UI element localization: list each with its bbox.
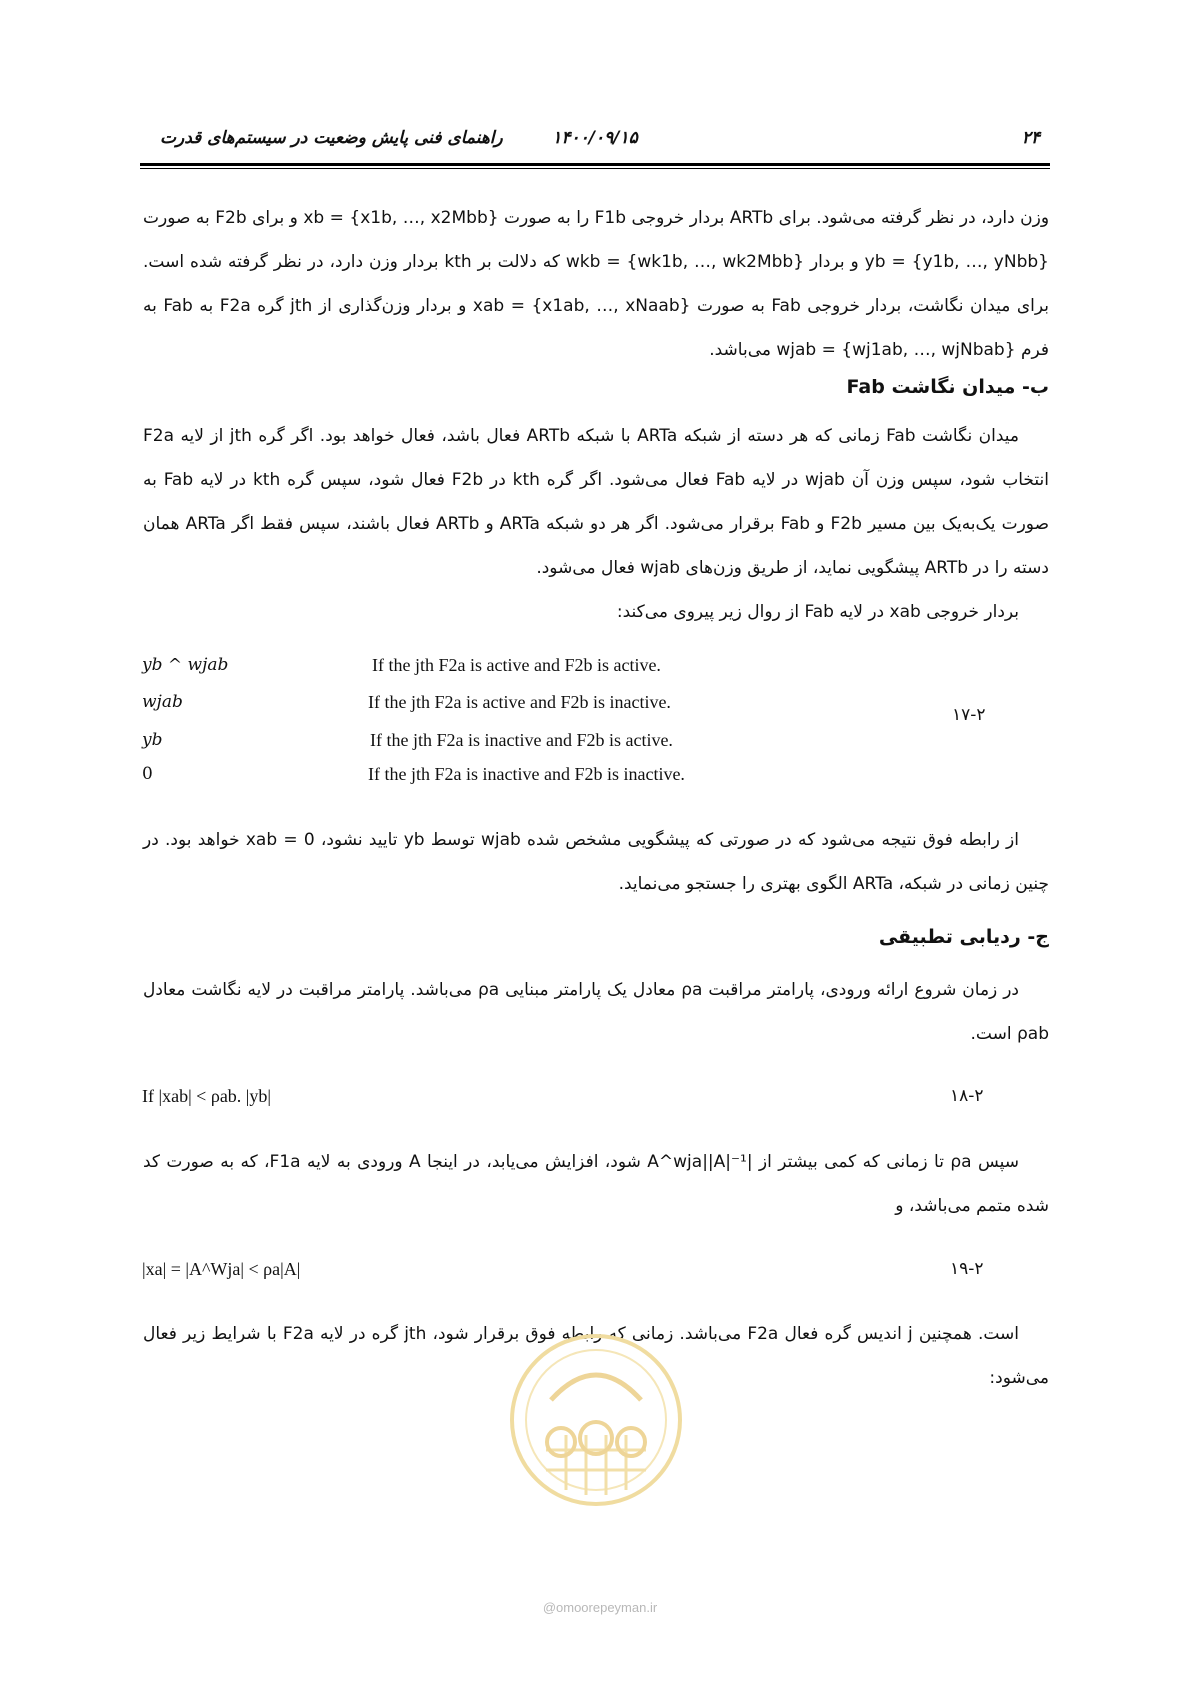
paragraph-map-field: میدان نگاشت Fab زمانی که هر دسته از شبکه ARTa با شبکه ARTb فعال باشد، فعال خواهد بود. اگر گره jth از لایه F2a انتخاب شود، سپس وزن آن wjab در لایه Fab فعال می‌شود. اگر گره kth در F2b فعال شود، سپس گره kth در لایه Fab به صورت یک‌به‌یک بین مسیر F2b و Fab برقرار می‌شود. اگر هر دو شبکه ARTa و ARTb فعال باشند، سپس فقط اگر ARTa همان دسته را در ARTb پیشگویی نماید، از طریق وزن‌های wjab فعال می‌شود. — [143, 426, 1050, 578]
eq17-number: ۱۷-۲ — [952, 705, 986, 725]
watermark-site: @omoorepeyman.ir — [542, 1600, 658, 1615]
header-title: راهنمای فنی پایش وضعیت در سیستم‌های قدرت — [160, 128, 503, 148]
eq17-condition-2: If the jth F2a is active and F2b is inactive. — [368, 692, 671, 712]
eq18-number: ۱۸-۲ — [950, 1086, 984, 1106]
eq19-number: ۱۹-۲ — [950, 1259, 984, 1279]
paragraph-rho-increase: سپس ρa تا زمانی که کمی بیشتر از |A^wja||A|⁻¹ شود، افزایش می‌یابد، در اینجا A ورودی به لایه F1a، که به صورت کد شده متمم می‌باشد، و — [143, 1152, 1049, 1216]
eq17-condition-4: If the jth F2a is inactive and F2b is inactive. — [368, 764, 685, 784]
watermark-logo — [506, 1330, 686, 1510]
header-date: ۱۴۰۰/۰۹/۱۵ — [552, 128, 638, 148]
paragraph-vigilance: در زمان شروع ارائه ورودی، پارامتر مراقبت ρa معادل یک پارامتر مبنایی ρa می‌باشد. پارامتر مراقبت در لایه نگاشت معادل ρab است. — [143, 980, 1049, 1044]
eq17-value-2: wjab — [142, 692, 183, 712]
header-rule-thin — [140, 168, 1050, 169]
eq19-expr: |xa| = |A^Wja| < ρa|A| — [142, 1259, 301, 1279]
paragraph-vectors: وزن دارد، در نظر گرفته می‌شود. برای ARTb بردار خروجی F1b را به صورت {x1b, …, x2Mbb} = xb و برای F2b به صورت {y1b, …, yNbb} = yb و بردار {wk1b, …, wk2Mbb} = wkb که دلالت بر kth بردار وزن دارد، در نظر گرفته شده است. برای میدان نگاشت، بردار خروجی Fab به صورت {x1ab, …, xNaab} = xab و بردار وزن‌گذاری از jth گره F2a به Fab به فرم {wj1ab, …, wjNbab} = wjab می‌باشد. — [143, 208, 1050, 360]
page-number: ۲۴ — [1021, 128, 1040, 148]
paragraph-output-vector: بردار خروجی xab در لایه Fab از روال زیر پیروی می‌کند: — [616, 602, 1019, 622]
eq17-value-1: yb ^ wjab — [142, 655, 229, 675]
paragraph-active-node: است. همچنین j اندیس گره فعال F2a می‌باشد. زمانی که رابطه فوق برقرار شود، jth گره در لایه F2a با شرایط زیر فعال می‌شود: — [143, 1324, 1049, 1388]
header-rule-thick — [140, 163, 1050, 166]
eq17-value-3: yb — [142, 730, 163, 750]
eq18-expr: If |xab| < ρab. |yb| — [142, 1086, 272, 1106]
page-header — [140, 128, 1050, 158]
heading-adaptive-tracking: ج- ردیابی تطبیقی — [878, 926, 1049, 948]
eq17-value-4: 0 — [142, 764, 153, 784]
heading-map-field: ب- میدان نگاشت Fab — [846, 376, 1049, 398]
paragraph-result: از رابطه فوق نتیجه می‌شود که در صورتی که پیشگویی مشخص شده wjab توسط yb تایید نشود، xab = 0 خواهد بود. در چنین زمانی در شبکه، ARTa الگوی بهتری را جستجو می‌نماید. — [143, 830, 1049, 894]
eq17-condition-1: If the jth F2a is active and F2b is active. — [372, 655, 661, 675]
eq17-condition-3: If the jth F2a is inactive and F2b is active. — [370, 730, 673, 750]
